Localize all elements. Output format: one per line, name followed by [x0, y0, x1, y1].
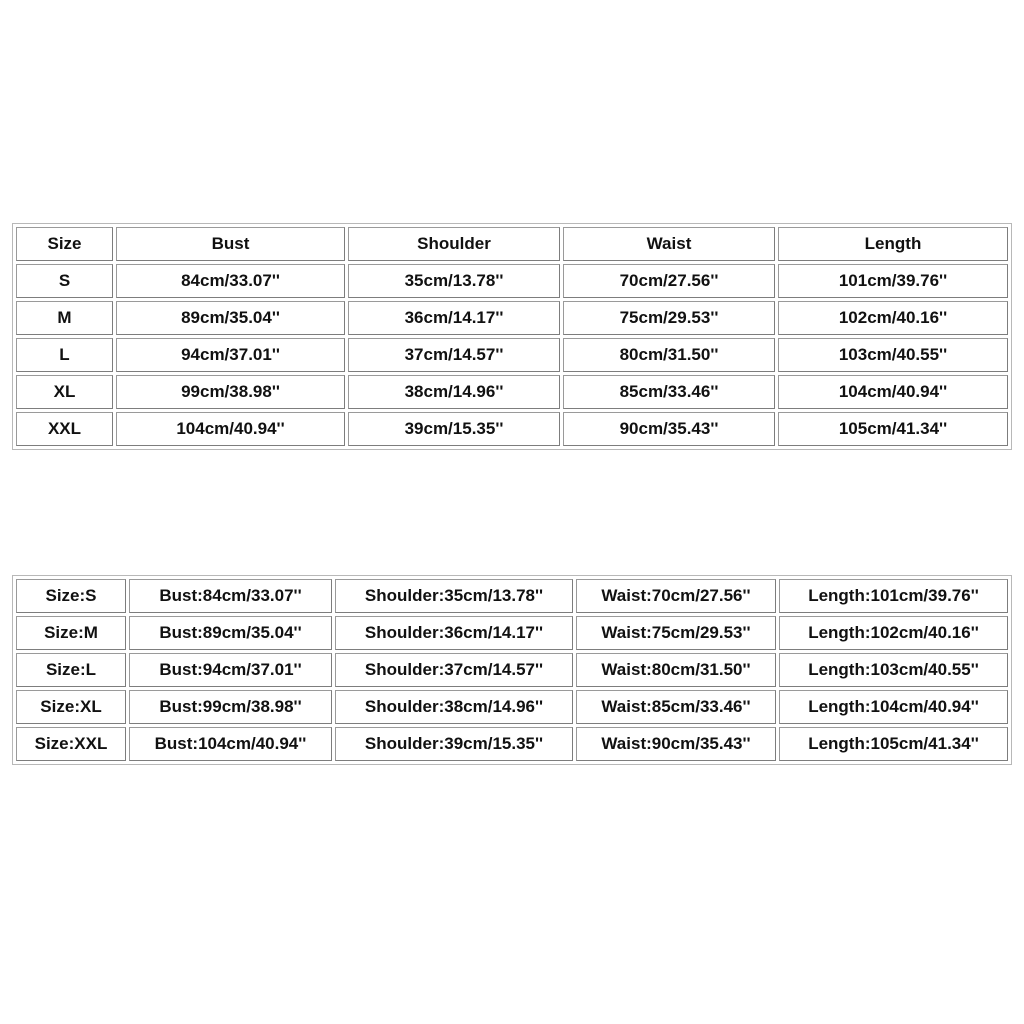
table-row: [16, 301, 1008, 335]
cell-size: Size:M: [16, 616, 126, 650]
cell-waist: Waist:85cm/33.46'': [576, 690, 776, 724]
table-row: [16, 653, 1008, 687]
cell-shoulder: Shoulder:35cm/13.78'': [335, 579, 573, 613]
cell-length: Length:102cm/40.16'': [779, 616, 1008, 650]
cell-shoulder: 39cm/15.35'': [348, 412, 560, 446]
cell-length: 105cm/41.34'': [778, 412, 1008, 446]
cell-waist: 75cm/29.53'': [563, 301, 775, 335]
cell-waist: Waist:90cm/35.43'': [576, 727, 776, 761]
cell-shoulder: Shoulder:39cm/15.35'': [335, 727, 573, 761]
cell-size: M: [16, 301, 113, 335]
table-row: [16, 412, 1008, 446]
cell-size: Size:S: [16, 579, 126, 613]
cell-bust: 99cm/38.98'': [116, 375, 345, 409]
cell-bust: Bust:104cm/40.94'': [129, 727, 332, 761]
table-row: [16, 579, 1008, 613]
cell-size: Size:XXL: [16, 727, 126, 761]
table-row: [16, 338, 1008, 372]
cell-bust: Bust:89cm/35.04'': [129, 616, 332, 650]
cell-size: XXL: [16, 412, 113, 446]
table-row: [16, 690, 1008, 724]
cell-waist: Waist:75cm/29.53'': [576, 616, 776, 650]
cell-shoulder: Shoulder:36cm/14.17'': [335, 616, 573, 650]
cell-bust: Bust:94cm/37.01'': [129, 653, 332, 687]
size-chart-table-2: [12, 575, 1012, 765]
cell-length: Length:103cm/40.55'': [779, 653, 1008, 687]
cell-waist: Waist:70cm/27.56'': [576, 579, 776, 613]
header-cell-bust: Bust: [116, 227, 345, 261]
cell-length: Length:101cm/39.76'': [779, 579, 1008, 613]
cell-size: Size:XL: [16, 690, 126, 724]
cell-length: Length:104cm/40.94'': [779, 690, 1008, 724]
cell-shoulder: 38cm/14.96'': [348, 375, 560, 409]
table-row: [16, 264, 1008, 298]
cell-bust: Bust:84cm/33.07'': [129, 579, 332, 613]
header-cell-size: Size: [16, 227, 113, 261]
cell-shoulder: Shoulder:37cm/14.57'': [335, 653, 573, 687]
cell-length: 103cm/40.55'': [778, 338, 1008, 372]
cell-size: Size:L: [16, 653, 126, 687]
cell-shoulder: 35cm/13.78'': [348, 264, 560, 298]
cell-waist: 80cm/31.50'': [563, 338, 775, 372]
table-row: [16, 616, 1008, 650]
cell-size: S: [16, 264, 113, 298]
cell-length: 101cm/39.76'': [778, 264, 1008, 298]
cell-length: 104cm/40.94'': [778, 375, 1008, 409]
cell-length: 102cm/40.16'': [778, 301, 1008, 335]
table-header-row: [16, 227, 1008, 261]
cell-bust: 94cm/37.01'': [116, 338, 345, 372]
cell-waist: Waist:80cm/31.50'': [576, 653, 776, 687]
cell-waist: 90cm/35.43'': [563, 412, 775, 446]
cell-bust: 104cm/40.94'': [116, 412, 345, 446]
cell-shoulder: Shoulder:38cm/14.96'': [335, 690, 573, 724]
table-row: [16, 727, 1008, 761]
cell-waist: 85cm/33.46'': [563, 375, 775, 409]
cell-shoulder: 37cm/14.57'': [348, 338, 560, 372]
cell-shoulder: 36cm/14.17'': [348, 301, 560, 335]
header-cell-shoulder: Shoulder: [348, 227, 560, 261]
header-cell-waist: Waist: [563, 227, 775, 261]
cell-bust: 89cm/35.04'': [116, 301, 345, 335]
cell-length: Length:105cm/41.34'': [779, 727, 1008, 761]
cell-size: XL: [16, 375, 113, 409]
table-row: [16, 375, 1008, 409]
size-chart-table-1: [12, 223, 1012, 450]
cell-size: L: [16, 338, 113, 372]
cell-bust: Bust:99cm/38.98'': [129, 690, 332, 724]
cell-bust: 84cm/33.07'': [116, 264, 345, 298]
cell-waist: 70cm/27.56'': [563, 264, 775, 298]
header-cell-length: Length: [778, 227, 1008, 261]
